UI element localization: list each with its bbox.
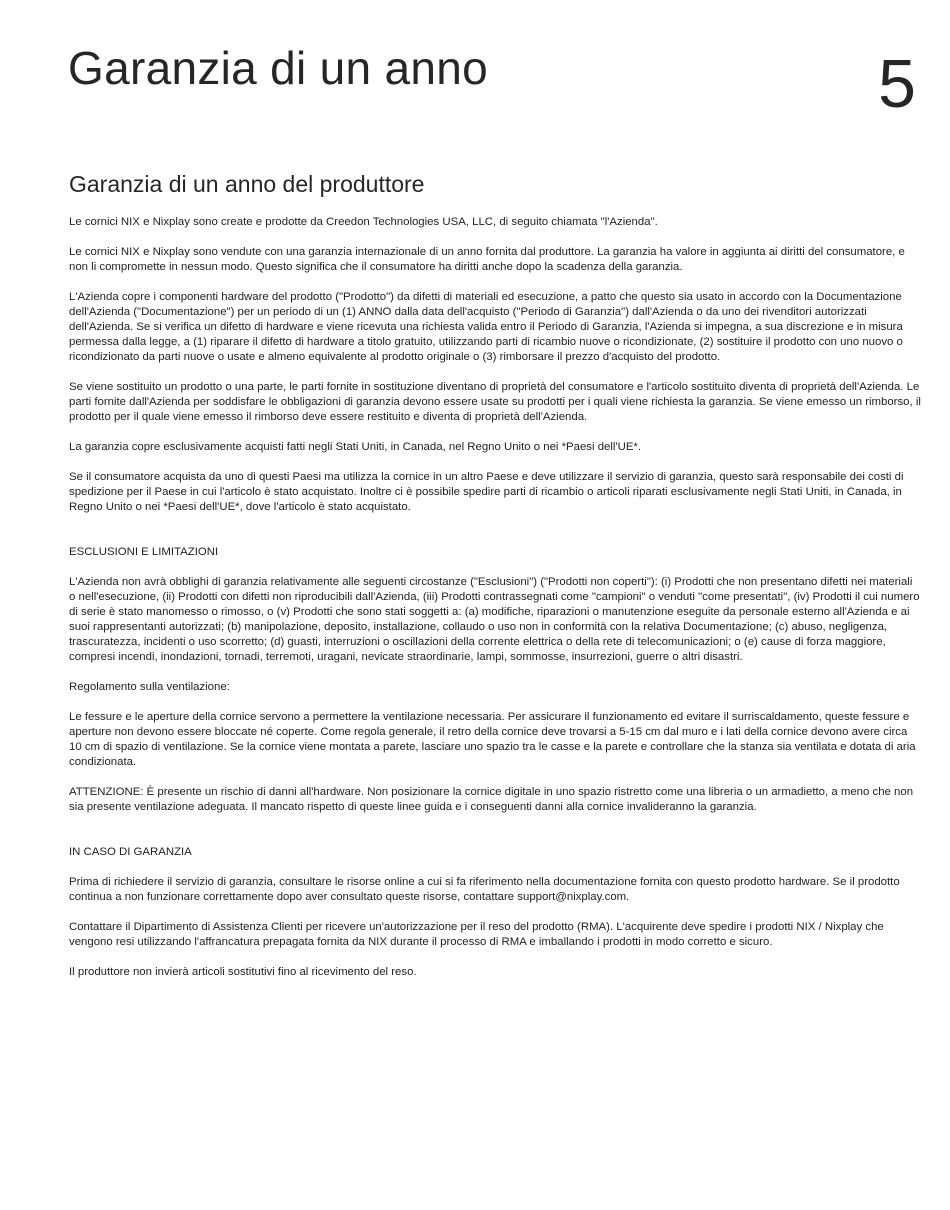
exclusions-heading: ESCLUSIONI E LIMITAZIONI — [69, 546, 219, 558]
paragraph-coverage: L'Azienda copre i componenti hardware del prodotto ("Prodotto") da difetti di materiali ed esecuzione, a patto che questo sia usato in accordo con la Documentazione dell'Azienda ("Documentazione") per un periodo di un (1) ANNO dalla data dell'acquisto ("Periodo di Garanzia") dall'Azienda o da uno dei rivenditori autorizzati dell'Azienda. Se si verifica un difetto di hardware e viene ricevuta una richiesta valida entro il Periodo di Garanzia, l'Azienda si impegna, a sua discrezione e in misura permessa dalla legge, a (1) riparare il difetto di hardware a titolo gratuito, utilizzando parti di ricambio nuove o ricondizionate, (2) sostituire il prodotto con uno nuovo o ricondizionato da parti nuove o usate e almeno equivalente al prodotto originale o (3) rimborsare il prezzo d'acquisto del prodotto. — [69, 291, 903, 363]
paragraph-replacement: Se viene sostituito un prodotto o una parte, le parti fornite in sostituzione diventano di proprietà del consumatore e l'articolo sostituito diventa di proprietà dell'Azienda. Le parti fornite dall'Azienda per soddisfare le obbligazioni di garanzia devono essere usate su prodotti per i quali viene richiesta la garanzia. Se viene emesso un rimborso, il prodotto per il quale viene emesso il rimborso deve essere restituito e diventa di proprietà dell'Azienda. — [69, 381, 921, 423]
paragraph-ventilation: Le fessure e le aperture della cornice servono a permettere la ventilazione necessaria. Per assicurare il funzionamento ed evitare il surriscaldamento, queste fessure e aperture non devono essere bloccate né coperte. Come regola generale, il retro della cornice deve trovarsi a 5-15 cm dal muro e i lati della cornice devono avere circa 10 cm di spazio di ventilazione. Se la cornice viene montata a parete, lasciare uno spazio tra le casse e la parete e controllare che la stanza sia ventilata e dotata di aria condizionata. — [69, 711, 916, 768]
paragraph-attention: ATTENZIONE: È presente un rischio di danni all'hardware. Non posizionare la cornice digitale in uno spazio ristretto come una libreria o un armadietto, a meno che non sia presente ventilazione adeguata. Il mancato rispetto di queste linee guida e i conseguenti danni alla cornice invalideranno la garanzia. — [69, 786, 914, 813]
page-title: Garanzia di un anno — [68, 42, 488, 94]
section-title: Garanzia di un anno del produttore — [69, 171, 425, 197]
document-body — [69, 168, 921, 995]
paragraph-return: Il produttore non invierà articoli sostitutivi fino al ricevimento del reso. — [69, 966, 417, 978]
paragraph-international-warranty: Le cornici NIX e Nixplay sono vendute con una garanzia internazionale di un anno fornita dal produttore. La garanzia ha valore in aggiunta ai diritti del consumatore, e non li compromette in nessun modo. Questo significa che il consumatore ha diritti anche dopo la scadenza della garanzia. — [69, 246, 905, 273]
warranty-case-heading: IN CASO DI GARANZIA — [69, 846, 192, 858]
ventilation-heading: Regolamento sulla ventilazione: — [69, 681, 230, 693]
paragraph-company: Le cornici NIX e Nixplay sono create e prodotte da Creedon Technologies USA, LLC, di seguito chiamata "l'Azienda". — [69, 216, 658, 228]
page-number: 5 — [878, 46, 916, 122]
paragraph-territory: La garanzia copre esclusivamente acquisti fatti negli Stati Uniti, in Canada, nel Regno Unito o nei *Paesi dell'UE*. — [69, 441, 642, 453]
paragraph-online-resources: Prima di richiedere il servizio di garanzia, consultare le risorse online a cui si fa riferimento nella documentazione fornita con questo prodotto hardware. Se il prodotto continua a non funzionare correttamente dopo aver consultato queste risorse, contattare support@nixplay.com. — [69, 876, 900, 903]
paragraph-rma: Contattare il Dipartimento di Assistenza Clienti per ricevere un'autorizzazione per il reso del prodotto (RMA). L'acquirente deve spedire i prodotti NIX / Nixplay che vengono resi utilizzando l'affrancatura prepagata fornita da NIX durante il processo di RMA e imballando i prodotti in modo corretto e sicuro. — [69, 921, 884, 948]
paragraph-exclusions: L'Azienda non avrà obblighi di garanzia relativamente alle seguenti circostanze ("Esclusioni") ("Prodotti non coperti"): (i) Prodotti che non presentano difetti nei materiali o nell'esecuzione, (ii) Prodotti con difetti non riproducibili dall'Azienda, (iii) Prodotti contrassegnati come "campioni" o venduti "come presentati", (iv) Prodotti il cui numero di serie è stato manomesso o rimosso, o (v) Prodotti che sono stati soggetti a: (a) modifiche, riparazioni o manutenzione eseguite da personale esterno all'Azienda e ai suoi rappresentanti autorizzati; (b) manipolazione, deposito, installazione, collaudo o uso non in conformità con la relativa Documentazione; (c) abuso, negligenza, trascuratezza, incidenti o uso scorretto; (d) guasti, interruzioni o oscillazioni della corrente elettrica o della rete di telecomunicazioni; o (e) cause di forza maggiore, compresi incendi, inondazioni, tornadi, terremoti, uragani, nevicate straordinarie, lampi, sommosse, insurrezioni, guerre o altri disastri. — [69, 576, 920, 663]
paragraph-shipping: Se il consumatore acquista da uno di questi Paesi ma utilizza la cornice in un altro Paese e deve utilizzare il servizio di garanzia, questo sarà responsabile dei costi di spedizione per il Paese in cui l'articolo è stato acquistato. Inoltre ci è possibile spedire parti di ricambio o articoli riparati esclusivamente negli Stati Uniti, in Canada, in Regno Unito o nei *Paesi dell'UE*, dove l'articolo è stato acquistato. — [69, 471, 904, 513]
